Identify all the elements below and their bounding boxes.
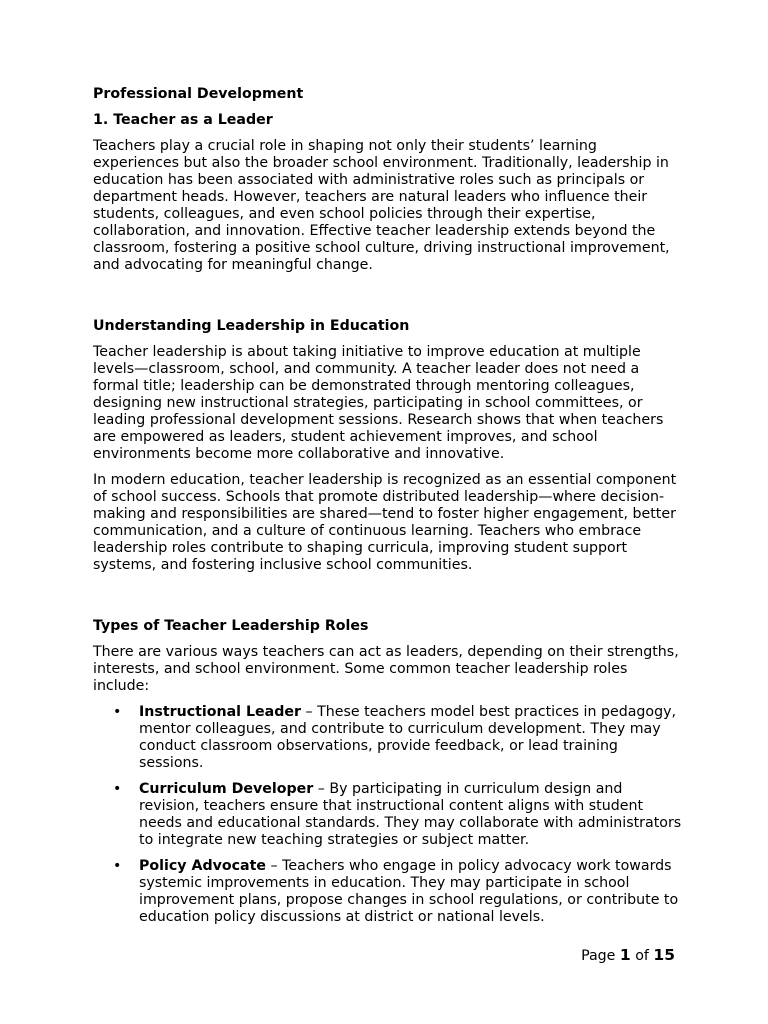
paragraph-understanding-leadership-1: Teacher leadership is about taking initiative to improve education at multiple levels—classroom, school, and community. A teacher leader does not need a formal title; leadership can be demonstrated through mentoring colleagues, designing new instructional strategies, participating in school committees, or leading professional development sessions. Research shows that when teachers are empowered as leaders, student achievement improves, and school environments become more collaborative and innovative. — [93, 344, 664, 462]
section-heading-leadership-roles: Types of Teacher Leadership Roles — [93, 618, 369, 634]
bullet-icon: • — [113, 858, 122, 874]
leadership-roles-list — [93, 704, 683, 926]
list-item-curriculum-developer — [93, 781, 683, 849]
paragraph-teacher-as-leader: Teachers play a crucial role in shaping not only their students’ learning experiences but also the broader school environment. Traditionally, leadership in education has been associated with administrative roles such as principals or department heads. However, teachers are natural leaders who influence their students, colleagues, and even school policies through their expertise, collaboration, and innovation. Effective teacher leadership extends beyond the classroom, fostering a positive school culture, driving instructional improvement, and advocating for meaningful change. — [93, 138, 670, 273]
page-number-footer — [581, 947, 675, 965]
section-heading-understanding-leadership: Understanding Leadership in Education — [93, 318, 410, 334]
spacer — [93, 583, 683, 618]
current-page-number: 1 — [619, 946, 631, 964]
role-term: Policy Advocate — [139, 858, 266, 874]
paragraph-leadership-roles-intro: There are various ways teachers can act as leaders, depending on their strengths, interests, and school environment. Some common teacher leadership roles include: — [93, 644, 679, 694]
role-term: Instructional Leader — [139, 704, 301, 720]
total-pages-number: 15 — [653, 946, 675, 964]
page-label: Page — [581, 948, 620, 964]
list-item-instructional-leader — [93, 704, 683, 772]
bullet-icon: • — [113, 704, 122, 720]
paragraph-understanding-leadership-2: In modern education, teacher leadership is recognized as an essential component of school success. Schools that promote distributed leadership—where decision-making and responsibilities are shared—tend to foster higher engagement, better communication, and a culture of continuous learning. Teachers who embrace leadership roles contribute to shaping curricula, improving student support systems, and fostering inclusive school communities. — [93, 472, 677, 573]
of-label: of — [630, 948, 654, 964]
list-item-policy-advocate — [93, 858, 683, 926]
section-heading-teacher-as-leader: 1. Teacher as a Leader — [93, 112, 273, 128]
role-description: – Teachers who engage in policy advocacy work towards systemic improvements in education. They may participate in school improvement plans, propose changes in school regulations, or contribute to education policy discussions at district or national levels. — [139, 858, 679, 925]
role-term: Curriculum Developer — [139, 781, 314, 797]
bullet-icon: • — [113, 781, 122, 797]
spacer — [93, 283, 683, 318]
role-description: – These teachers model best practices in pedagogy, mentor colleagues, and contribute to curriculum development. They may conduct classroom observations, provide feedback, or lead training sessions. — [139, 704, 676, 771]
role-description: – By participating in curriculum design and revision, teachers ensure that instructional content aligns with student needs and educational standards. They may collaborate with administrators to integrate new teaching strategies or subject matter. — [139, 781, 682, 848]
document-title: Professional Development — [93, 86, 304, 102]
document-body — [93, 86, 683, 935]
